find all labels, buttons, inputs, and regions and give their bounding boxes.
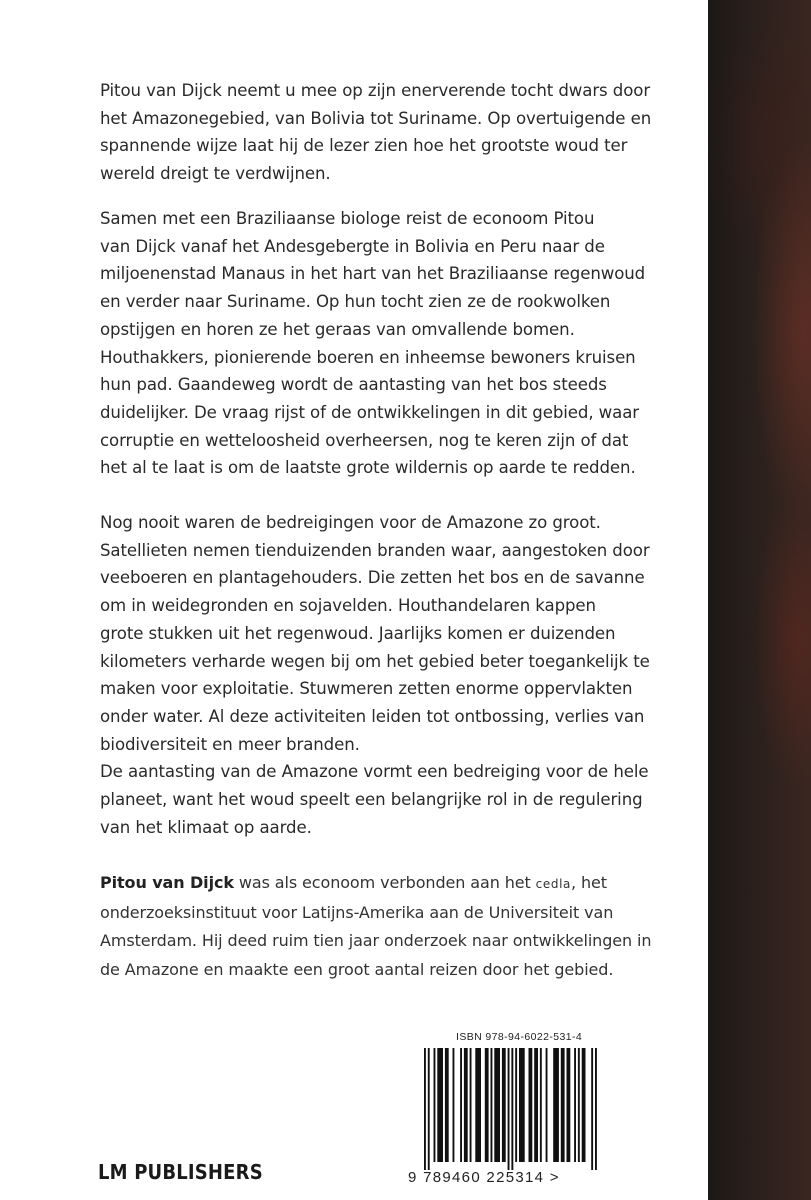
text-line: het Amazonegebied, van Bolivia tot Suriname. Op overtuigende en xyxy=(100,108,652,128)
text-line: duidelijker. De vraag rijst of de ontwikkelingen in dit gebied, waar xyxy=(100,402,640,422)
barcode-bar xyxy=(437,1048,443,1162)
barcode-bar xyxy=(491,1048,493,1162)
barcode-bar xyxy=(494,1048,500,1162)
author-name: Pitou van Dijck xyxy=(100,873,234,892)
barcode-digits: 9 789460 225314 > xyxy=(408,1169,560,1186)
barcode-bar xyxy=(546,1048,548,1162)
barcode-bar xyxy=(428,1048,430,1170)
barcode-bar xyxy=(464,1048,468,1162)
blurb-paragraph-3 xyxy=(100,509,650,841)
barcode-bar xyxy=(529,1048,533,1162)
barcode-bar xyxy=(595,1048,597,1170)
text-line: het al te laat is om de laatste grote wildernis op aarde te redden. xyxy=(100,458,636,478)
blurb-paragraph-2 xyxy=(100,205,646,482)
barcode-bar xyxy=(574,1048,576,1162)
barcode-bar xyxy=(561,1048,565,1162)
text-line: kilometers verharde wegen bij om het gebied beter toegankelijk te xyxy=(100,651,650,671)
barcode-bar xyxy=(591,1048,593,1170)
barcode-bar xyxy=(434,1048,436,1162)
barcode-bar xyxy=(502,1048,506,1162)
barcode-bar xyxy=(578,1048,580,1162)
barcode-bar xyxy=(453,1048,455,1162)
bio-text: was als econoom verbonden aan het xyxy=(233,873,536,892)
barcode-bar xyxy=(553,1048,559,1162)
text-line: Nog nooit waren de bedreigingen voor de Amazone zo groot. xyxy=(100,513,601,532)
barcode-bar xyxy=(424,1048,426,1170)
text-line: miljoenenstad Manaus in het hart van het Braziliaanse regenwoud xyxy=(100,264,646,284)
text-line: opstijgen en horen ze het geraas van omvallende bomen. xyxy=(100,319,575,339)
isbn-barcode xyxy=(422,1048,614,1170)
text-line: veeboeren en plantagehouders. Die zetten het bos en de savanne xyxy=(100,568,645,588)
barcode-bar xyxy=(475,1048,481,1162)
text-line xyxy=(100,869,620,899)
blurb-paragraph-1 xyxy=(100,77,652,188)
publisher-logo: LM PUBLISHERS xyxy=(98,1160,263,1184)
text-line: corruptie en wetteloosheid overheersen, nog te keren zijn of dat xyxy=(100,430,629,450)
cover-spine-image xyxy=(708,0,811,1200)
text-line: onderzoeksinstituut voor Latijns-Amerika aan de Universiteit van xyxy=(100,902,614,922)
barcode-bar xyxy=(534,1048,538,1162)
barcode-bar xyxy=(485,1048,489,1162)
text-line: de Amazone en maakte een groot aantal reizen door het gebied. xyxy=(100,959,614,979)
text-line: grote stukken uit het regenwoud. Jaarlijks komen er duizenden xyxy=(100,623,616,643)
barcode-bar xyxy=(582,1048,586,1162)
text-line: Satellieten nemen tienduizenden branden waar, aangestoken door xyxy=(100,540,650,560)
barcode-bar xyxy=(540,1048,542,1162)
text-line: spannende wijze laat hij de lezer zien hoe het grootste woud ter xyxy=(100,136,628,156)
author-bio xyxy=(100,869,652,984)
text-line: Houthakkers, pionierende boeren en inheemse bewoners kruisen xyxy=(100,347,636,367)
barcode-bar xyxy=(508,1048,510,1170)
institute-name: cedla xyxy=(535,877,571,891)
text-line: en verder naar Suriname. Op hun tocht zien ze de rookwolken xyxy=(100,292,611,312)
text-line: De aantasting van de Amazone vormt een bedreiging voor de hele xyxy=(100,762,649,782)
barcode-bar xyxy=(470,1048,472,1162)
text-line: van Dijck vanaf het Andesgebergte in Bolivia en Peru naar de xyxy=(100,236,605,256)
barcode-bar xyxy=(515,1048,517,1162)
barcode-bar xyxy=(511,1048,513,1170)
text-line: om in weidegronden en sojavelden. Houthandelaren kappen xyxy=(100,596,596,616)
barcode-bar xyxy=(567,1048,571,1162)
text-line: van het klimaat op aarde. xyxy=(100,817,312,837)
text-line: maken voor exploitatie. Stuwmeren zetten enorme oppervlakten xyxy=(100,679,633,699)
barcode-bar xyxy=(445,1048,449,1162)
text-line: hun pad. Gaandeweg wordt de aantasting van het bos steeds xyxy=(100,375,607,395)
text-line: planeet, want het woud speelt een belangrijke rol in de regulering xyxy=(100,790,643,810)
text-line: Pitou van Dijck neemt u mee op zijn enerverende tocht dwars door xyxy=(100,81,651,100)
text-line: wereld dreigt te verdwijnen. xyxy=(100,164,331,184)
text-line: biodiversiteit en meer branden. xyxy=(100,734,360,754)
bio-text: , het xyxy=(570,873,607,892)
text-line: Samen met een Braziliaanse biologe reist de econoom Pitou xyxy=(100,209,595,228)
barcode-bar xyxy=(460,1048,462,1162)
text-line: onder water. Al deze activiteiten leiden tot ontbossing, verlies van xyxy=(100,706,645,726)
text-line: Amsterdam. Hij deed ruim tien jaar onderzoek naar ontwikkelingen in xyxy=(100,931,652,950)
isbn-label: ISBN 978-94-6022-531-4 xyxy=(456,1031,583,1043)
barcode-bar xyxy=(519,1048,525,1162)
